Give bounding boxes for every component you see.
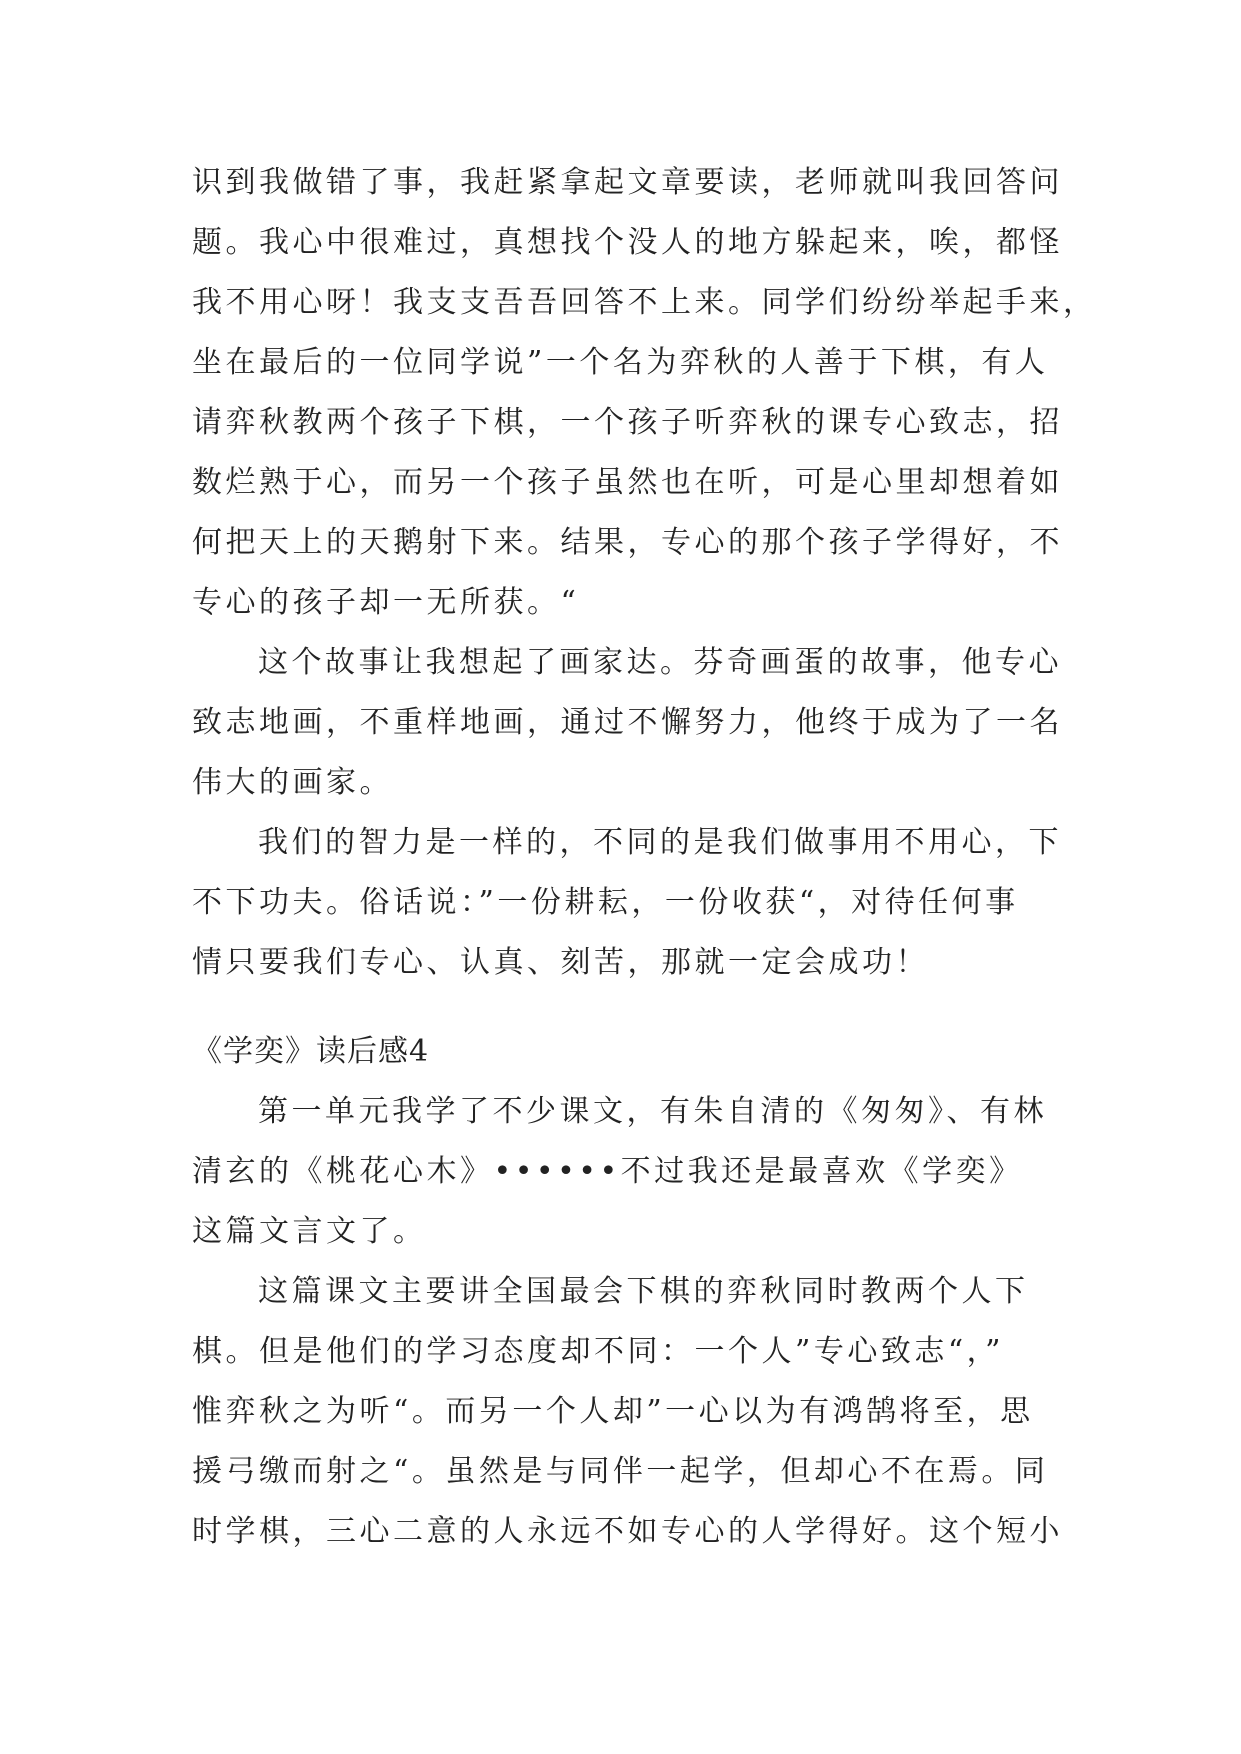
section-title: 《学奕》读后感4 bbox=[192, 1034, 430, 1069]
paragraph-line: 这篇文言文了。 bbox=[192, 1214, 427, 1249]
paragraph-line: 惟弈秋之为听“。而另一个人却”一心以为有鸿鹄将至，思 bbox=[192, 1394, 1034, 1429]
paragraph-line: 数烂熟于心，而另一个孩子虽然也在听，可是心里却想着如 bbox=[192, 465, 1063, 500]
paragraph-line: 致志地画，不重样地画，通过不懈努力，他终于成为了一名 bbox=[192, 705, 1063, 740]
paragraph-line: 情只要我们专心、认真、刻苦，那就一定会成功！ bbox=[192, 945, 929, 980]
paragraph-line: 坐在最后的一位同学说”一个名为弈秋的人善于下棋，有人 bbox=[192, 345, 1049, 380]
paragraph-line: 时学棋，三心二意的人永远不如专心的人学得好。这个短小 bbox=[192, 1514, 1063, 1549]
paragraph-line: 棋。但是他们的学习态度却不同：一个人”专心致志“，” bbox=[192, 1334, 1005, 1369]
paragraph-line: 我们的智力是一样的，不同的是我们做事用不用心，下 bbox=[258, 825, 1062, 860]
paragraph-line: 不下功夫。俗话说：”一份耕耘，一份收获“，对待任何事 bbox=[192, 885, 1019, 920]
paragraph-line: 识到我做错了事，我赶紧拿起文章要读，老师就叫我回答问 bbox=[192, 165, 1063, 200]
paragraph-line: 何把天上的天鹅射下来。结果，专心的那个孩子学得好，不 bbox=[192, 525, 1063, 560]
paragraph-line: 专心的孩子却一无所获。“ bbox=[192, 585, 580, 620]
paragraph-line: 请弈秋教两个孩子下棋，一个孩子听弈秋的课专心致志，招 bbox=[192, 405, 1063, 440]
paragraph-line: 援弓缴而射之“。虽然是与同伴一起学，但却心不在焉。同 bbox=[192, 1454, 1049, 1489]
paragraph-line: 这篇课文主要讲全国最会下棋的弈秋同时教两个人下 bbox=[258, 1274, 1029, 1309]
paragraph-line: 伟大的画家。 bbox=[192, 765, 393, 800]
paragraph-line: 清玄的《桃花心木》••••••不过我还是最喜欢《学奕》 bbox=[192, 1154, 1023, 1189]
paragraph-line: 题。我心中很难过，真想找个没人的地方躲起来，唉，都怪 bbox=[192, 225, 1063, 260]
essay-continuation bbox=[192, 153, 1097, 993]
paragraph-line: 这个故事让我想起了画家达。芬奇画蛋的故事，他专心 bbox=[258, 645, 1062, 680]
paragraph-line: 我不用心呀！我支支吾吾回答不上来。同学们纷纷举起手来， bbox=[192, 285, 1097, 320]
paragraph-line: 第一单元我学了不少课文，有朱自清的《匆匆》、有林 bbox=[258, 1094, 1047, 1129]
essay-section-4 bbox=[192, 1022, 1092, 1562]
